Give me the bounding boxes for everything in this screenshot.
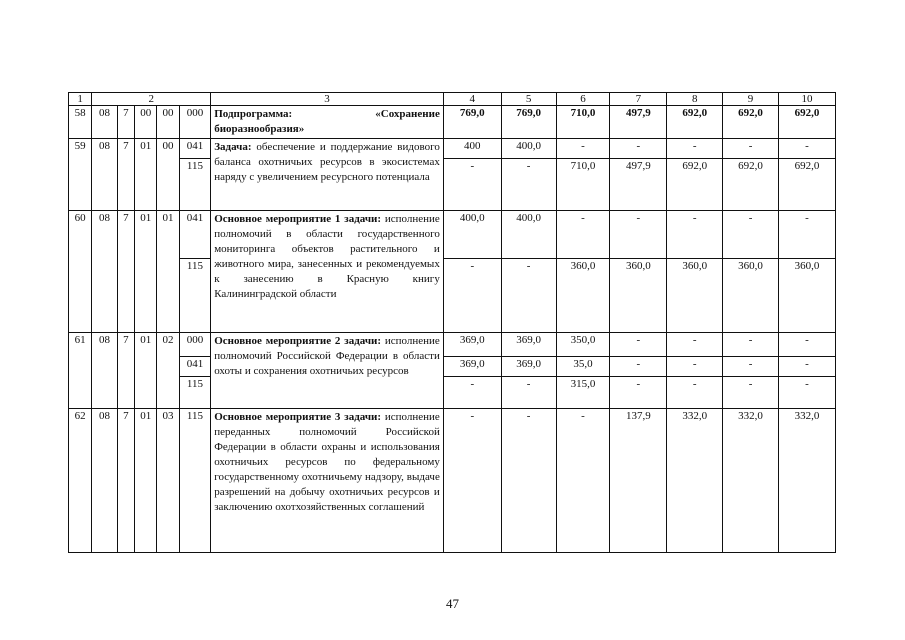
header-cell: 7 (610, 93, 667, 106)
header-row (69, 93, 836, 106)
value-cell: 369,0 (443, 357, 501, 377)
table-row (69, 357, 836, 377)
task-lead: Задача: (214, 141, 252, 153)
value-cell: 769,0 (501, 106, 556, 139)
value-cell: - (778, 333, 835, 357)
value-cell: 35,0 (556, 357, 610, 377)
row-number: 61 (69, 333, 92, 409)
value-cell: - (667, 377, 723, 409)
table-row (69, 377, 836, 409)
value-cell: 769,0 (443, 106, 501, 139)
value-cell: 710,0 (556, 106, 610, 139)
value-cell: - (556, 409, 610, 553)
table-row (69, 259, 836, 333)
value-cell: 692,0 (778, 106, 835, 139)
code-cell: 115 (179, 259, 211, 333)
value-cell: 369,0 (443, 333, 501, 357)
header-cell: 3 (211, 93, 444, 106)
header-cell: 5 (501, 93, 556, 106)
value-cell: - (443, 377, 501, 409)
header-cell: 10 (778, 93, 835, 106)
task-description (211, 139, 444, 211)
value-cell: - (610, 211, 667, 259)
measure-description (211, 211, 444, 333)
value-cell: 400,0 (501, 139, 556, 159)
value-cell: 692,0 (778, 159, 835, 211)
value-cell: - (443, 259, 501, 333)
code-cell: 115 (179, 377, 211, 409)
value-cell: 332,0 (778, 409, 835, 553)
table-row (69, 159, 836, 211)
value-cell: - (443, 159, 501, 211)
value-cell: - (501, 259, 556, 333)
table-row (69, 106, 836, 139)
measure-text: исполнение полномочий в области государственного мониторинга объектов растительного и животного мира, занесенных и рекомендуемых к занесению в Красную книгу Калининградской области (214, 213, 440, 300)
code-cell: 00 (157, 106, 179, 139)
code-cell: 02 (157, 333, 179, 409)
value-cell: - (778, 357, 835, 377)
table-row (69, 409, 836, 553)
value-cell: - (443, 409, 501, 553)
value-cell: 400,0 (443, 211, 501, 259)
value-cell: 692,0 (723, 106, 779, 139)
table-row (69, 333, 836, 357)
row-number: 62 (69, 409, 92, 553)
value-cell: 360,0 (610, 259, 667, 333)
code-cell: 7 (117, 106, 134, 139)
code-cell: 041 (179, 139, 211, 159)
task-text: обеспечение и поддержание видового баланса охотничьих ресурсов в экосистемах наряду с увеличением ресурсного потенциала (214, 141, 440, 183)
value-cell: - (723, 357, 779, 377)
value-cell: 315,0 (556, 377, 610, 409)
code-cell: 7 (117, 333, 134, 409)
measure-description (211, 409, 444, 553)
value-cell: - (723, 377, 779, 409)
code-cell: 01 (135, 333, 157, 409)
value-cell: 710,0 (556, 159, 610, 211)
code-cell: 08 (92, 409, 117, 553)
code-cell: 000 (179, 333, 211, 357)
value-cell: - (778, 211, 835, 259)
value-cell: 360,0 (723, 259, 779, 333)
value-cell: 497,9 (610, 106, 667, 139)
value-cell: 400 (443, 139, 501, 159)
value-cell: 350,0 (556, 333, 610, 357)
header-cell: 9 (723, 93, 779, 106)
code-cell: 115 (179, 159, 211, 211)
table-row (69, 211, 836, 259)
value-cell: - (667, 333, 723, 357)
value-cell: - (667, 139, 723, 159)
code-cell: 01 (157, 211, 179, 333)
page-number: 47 (446, 596, 459, 611)
value-cell: 369,0 (501, 357, 556, 377)
header-cell: 2 (92, 93, 211, 106)
value-cell: - (723, 211, 779, 259)
row-number: 60 (69, 211, 92, 333)
budget-table (68, 92, 836, 553)
value-cell: - (667, 357, 723, 377)
code-cell: 00 (135, 106, 157, 139)
value-cell: - (610, 333, 667, 357)
value-cell: 692,0 (723, 159, 779, 211)
value-cell: 332,0 (667, 409, 723, 553)
code-cell: 041 (179, 211, 211, 259)
subprogram-title: Подпрограмма: «Сохранение биоразнообразия» (211, 106, 444, 139)
value-cell: - (667, 211, 723, 259)
code-cell: 08 (92, 106, 117, 139)
value-cell: 332,0 (723, 409, 779, 553)
code-cell: 041 (179, 357, 211, 377)
code-cell: 01 (135, 139, 157, 211)
measure-lead: Основное мероприятие 1 задачи: (214, 213, 382, 225)
code-cell: 08 (92, 139, 117, 211)
value-cell: - (501, 377, 556, 409)
value-cell: - (501, 409, 556, 553)
measure-text: исполнение переданных полномочий Российской Федерации в области охраны и использования охотничьих ресурсов по федеральному государственному охотничьему надзору, выдаче разрешений на добычу охотничьих ресурсов и заключению охотхозяйственных соглашений (214, 411, 440, 513)
header-cell: 1 (69, 93, 92, 106)
value-cell: - (778, 377, 835, 409)
header-cell: 8 (667, 93, 723, 106)
value-cell: - (723, 333, 779, 357)
row-number: 58 (69, 106, 92, 139)
value-cell: - (501, 159, 556, 211)
value-cell: - (610, 377, 667, 409)
code-cell: 08 (92, 211, 117, 333)
value-cell: - (556, 139, 610, 159)
table-row (69, 139, 836, 159)
measure-description (211, 333, 444, 409)
code-cell: 01 (135, 211, 157, 333)
measure-lead: Основное мероприятие 2 задачи: (214, 335, 382, 347)
code-cell: 000 (179, 106, 211, 139)
row-number: 59 (69, 139, 92, 211)
measure-text: исполнение полномочий Российской Федерации в области охоты и сохранения охотничьих ресурсов (214, 335, 440, 377)
value-cell: - (610, 139, 667, 159)
value-cell: 360,0 (778, 259, 835, 333)
value-cell: - (556, 211, 610, 259)
value-cell: 360,0 (556, 259, 610, 333)
value-cell: - (723, 139, 779, 159)
value-cell: - (778, 139, 835, 159)
value-cell: 369,0 (501, 333, 556, 357)
header-cell: 6 (556, 93, 610, 106)
value-cell: - (610, 357, 667, 377)
code-cell: 115 (179, 409, 211, 553)
code-cell: 01 (135, 409, 157, 553)
value-cell: 137,9 (610, 409, 667, 553)
header-cell: 4 (443, 93, 501, 106)
code-cell: 7 (117, 139, 134, 211)
value-cell: 692,0 (667, 106, 723, 139)
code-cell: 08 (92, 333, 117, 409)
code-cell: 7 (117, 409, 134, 553)
code-cell: 7 (117, 211, 134, 333)
value-cell: 400,0 (501, 211, 556, 259)
value-cell: 360,0 (667, 259, 723, 333)
value-cell: 497,9 (610, 159, 667, 211)
code-cell: 03 (157, 409, 179, 553)
value-cell: 692,0 (667, 159, 723, 211)
measure-lead: Основное мероприятие 3 задачи: (214, 411, 382, 423)
code-cell: 00 (157, 139, 179, 211)
